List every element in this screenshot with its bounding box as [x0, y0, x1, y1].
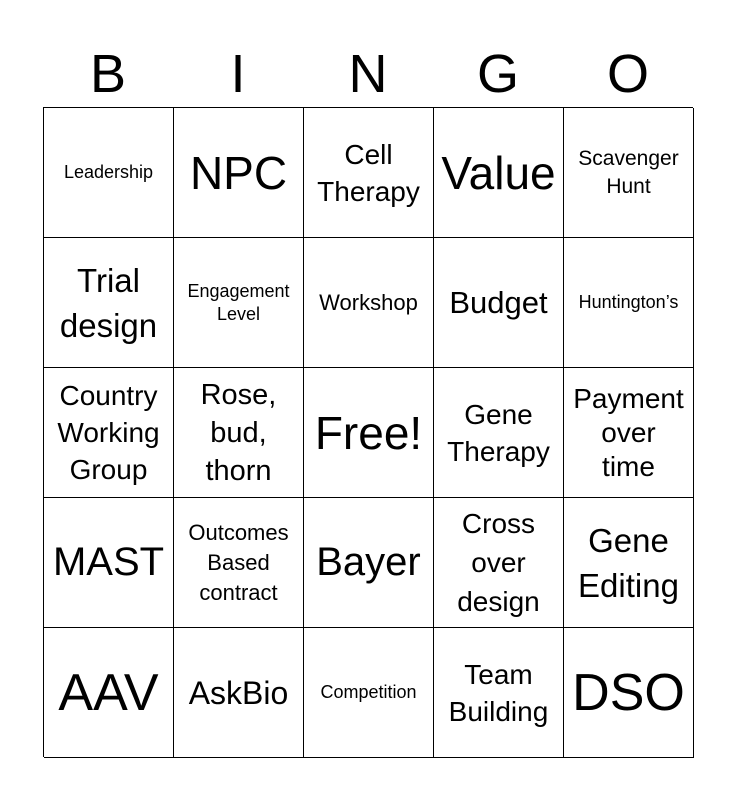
bingo-grid	[43, 107, 693, 757]
bingo-cell	[434, 628, 564, 758]
cell-text: Trial design	[59, 261, 158, 344]
bingo-cell	[44, 498, 174, 628]
bingo-header	[43, 40, 693, 108]
bingo-cell	[434, 368, 564, 498]
bingo-cell	[304, 238, 434, 368]
bingo-cell	[304, 108, 434, 238]
bingo-cell	[434, 498, 564, 628]
cell-text: Huntington’s	[578, 292, 679, 312]
bingo-cell	[44, 368, 174, 498]
header-letter-b: B	[89, 44, 127, 104]
bingo-cell	[434, 108, 564, 238]
bingo-cell	[44, 108, 174, 238]
free-space	[304, 368, 434, 498]
cell-text: Outcomes Based contract	[188, 519, 289, 605]
cell-text: Payment over time	[573, 382, 684, 482]
cell-text: Scavenger Hunt	[578, 146, 679, 198]
cell-text: Rose, bud, thorn	[200, 378, 277, 487]
bingo-cell	[44, 238, 174, 368]
header-letter-i: I	[230, 44, 246, 104]
bingo-cell	[304, 628, 434, 758]
cell-text: Competition	[320, 682, 417, 702]
bingo-cell	[564, 498, 694, 628]
header-letter-n: N	[348, 44, 388, 104]
cell-text: Leadership	[63, 162, 154, 182]
bingo-cell	[174, 108, 304, 238]
bingo-cell	[564, 238, 694, 368]
cell-text: Value	[441, 146, 556, 199]
cell-text: MAST	[52, 540, 165, 584]
bingo-cell	[44, 628, 174, 758]
cell-text: Cross over design	[457, 508, 540, 617]
bingo-cell	[174, 628, 304, 758]
bingo-cell	[304, 498, 434, 628]
cell-text: Engagement Level	[187, 280, 290, 324]
header-letter-g: G	[476, 44, 519, 104]
cell-text: Country Working Group	[57, 380, 160, 485]
cell-text: Gene Editing	[578, 521, 679, 604]
bingo-cell	[564, 628, 694, 758]
bingo-cell	[564, 108, 694, 238]
cell-text: Free!	[314, 406, 423, 459]
cell-text: DSO	[572, 663, 685, 722]
cell-text: Team Building	[448, 658, 549, 727]
cell-text: AAV	[58, 663, 159, 722]
bingo-cell	[174, 238, 304, 368]
bingo-cell	[434, 238, 564, 368]
cell-text: AskBio	[188, 674, 289, 711]
bingo-cell	[174, 368, 304, 498]
cell-text: Budget	[449, 284, 548, 320]
header-letter-o: O	[606, 44, 649, 104]
bingo-cell	[564, 368, 694, 498]
cell-text: Gene Therapy	[447, 398, 550, 467]
cell-text: Cell Therapy	[317, 138, 420, 207]
cell-text: NPC	[189, 146, 288, 199]
bingo-cell	[174, 498, 304, 628]
cell-text: Bayer	[316, 540, 421, 584]
cell-text: Workshop	[319, 289, 418, 315]
